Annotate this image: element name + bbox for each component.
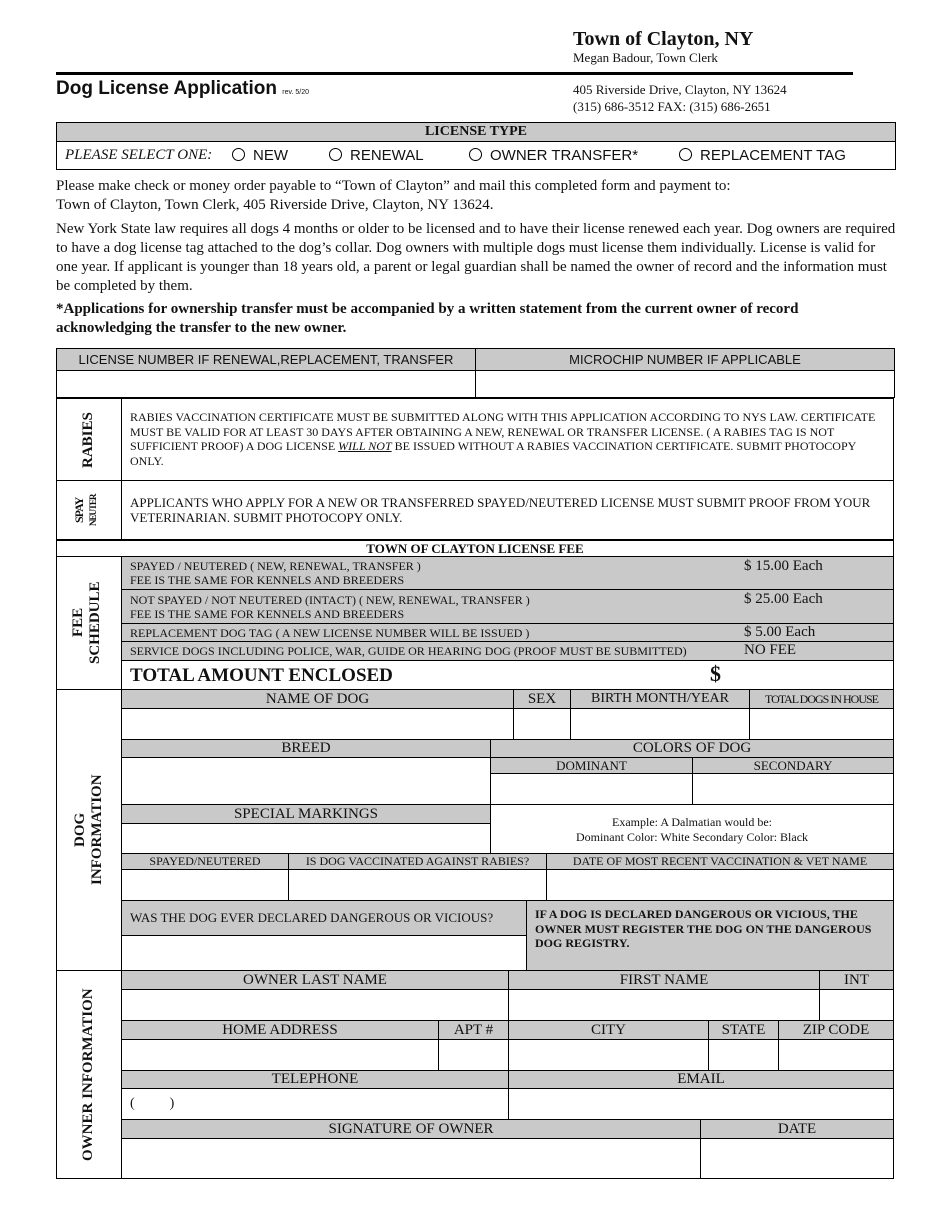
home-address-field[interactable] — [121, 1039, 439, 1071]
owner-last-label: OWNER LAST NAME — [121, 970, 509, 990]
dangerous-note: IF A DOG IS DECLARED DANGEROUS OR VICIOUS, THE OWNER MUST REGISTER THE DOG ON THE DANGEROUS DOG REGISTRY. — [526, 900, 894, 971]
total-dogs-label: TOTAL DOGS IN HOUSE — [749, 689, 894, 709]
dangerous-field[interactable] — [121, 935, 527, 971]
total-dollar: $ — [710, 661, 721, 686]
rabies-text-a: RABIES VACCINATION CERTIFICATE MUST BE SUBMITTED ALONG WITH THIS APPLICATION ACCORDING TO NYS LAW. CERTIFICATE MUST BE VALID FOR AT LEAST 30 DAYS AFTER OBTAINING A NEW, RENEWAL OR TRANSFER LICENSE. ( A RABIES TAG IS NOT SUFFICIENT PROOF) A DOG LICENSE — [130, 410, 876, 453]
email-field[interactable] — [508, 1088, 894, 1120]
spayed-field[interactable] — [121, 869, 289, 901]
telephone-field[interactable]: ( ) — [121, 1088, 509, 1120]
dog-label-2: INFORMATION — [89, 774, 105, 886]
fee-row-2-price: $ 25.00 Each — [744, 591, 823, 607]
breed-field[interactable] — [121, 757, 491, 805]
owner-last-field[interactable] — [121, 989, 509, 1021]
spayed-label: SPAYED/NEUTERED — [121, 853, 289, 870]
signature-field[interactable] — [121, 1138, 701, 1179]
email-label: EMAIL — [508, 1070, 894, 1089]
dangerous-question: WAS THE DOG EVER DECLARED DANGEROUS OR VICIOUS? — [121, 900, 527, 936]
license-type-prompt: PLEASE SELECT ONE: — [65, 147, 213, 163]
fee-row-4-text: SERVICE DOGS INCLUDING POLICE, WAR, GUIDE OR HEARING DOG (PROOF MUST BE SUBMITTED) — [130, 644, 687, 658]
fee-row-1-line1: SPAYED / NEUTERED ( NEW, RENEWAL, TRANSFER ) — [130, 559, 421, 573]
example-line-1: Example: A Dalmatian would be: — [612, 815, 772, 829]
option-renewal-label: RENEWAL — [350, 147, 424, 164]
dog-label — [72, 740, 106, 920]
rabies-text-b: BE ISSUED WITHOUT A RABIES VACCINATION CERTIFICATE. SUBMIT PHOTOCOPY ONLY. — [130, 439, 856, 468]
city-field[interactable] — [508, 1039, 709, 1071]
payment-line-1: Please make check or money order payable to “Town of Clayton” and mail this completed form and payment to: — [56, 178, 731, 194]
dog-sex-label: SEX — [513, 689, 571, 709]
zip-field[interactable] — [778, 1039, 894, 1071]
total-dogs-field[interactable] — [749, 708, 894, 740]
dominant-field[interactable] — [490, 773, 693, 805]
colors-label: COLORS OF DOG — [490, 739, 894, 758]
total-label: TOTAL AMOUNT ENCLOSED — [130, 665, 393, 686]
telephone-label: TELEPHONE — [121, 1070, 509, 1089]
fee-row-1-line2: FEE IS THE SAME FOR KENNELS AND BREEDERS — [130, 573, 405, 587]
spay-text: APPLICANTS WHO APPLY FOR A NEW OR TRANSFERRED SPAYED/NEUTERED LICENSE MUST SUBMIT PROOF FROM YOUR VETERINARIAN. SUBMIT PHOTOCOPY ONLY. — [130, 495, 871, 525]
option-owner-transfer[interactable] — [469, 147, 638, 164]
fee-row-4-price: NO FEE — [744, 642, 797, 658]
dog-birth-field[interactable] — [570, 708, 750, 740]
option-owner-transfer-label: OWNER TRANSFER* — [490, 147, 639, 164]
clerk-phone: (315) 686-3512 FAX: (315) 686-2651 — [573, 99, 771, 114]
microchip-label: MICROCHIP NUMBER IF APPLICABLE — [475, 348, 895, 371]
dog-name-field[interactable] — [121, 708, 514, 740]
owner-int-label: INT — [819, 970, 894, 990]
fee-label — [70, 570, 104, 675]
license-number-label: LICENSE NUMBER IF RENEWAL,REPLACEMENT, TRANSFER — [56, 348, 476, 371]
header-rule — [56, 72, 853, 75]
state-label: STATE — [708, 1020, 779, 1040]
license-number-field[interactable] — [56, 370, 476, 398]
city-label: CITY — [508, 1020, 709, 1040]
total-amount-field[interactable] — [735, 662, 885, 688]
rabies-label: RABIES — [80, 412, 96, 468]
dog-birth-label: BIRTH MONTH/YEAR — [570, 689, 750, 709]
town-clerk: Megan Badour, Town Clerk — [573, 50, 718, 65]
apt-field[interactable] — [438, 1039, 509, 1071]
dog-sex-field[interactable] — [513, 708, 571, 740]
form-title-text: Dog License Application — [56, 78, 277, 99]
license-type-heading: LICENSE TYPE — [57, 123, 895, 142]
owner-label: OWNER INFORMATION — [80, 988, 96, 1162]
form-title — [56, 78, 309, 100]
radio-circle-icon[interactable] — [329, 148, 342, 161]
owner-int-field[interactable] — [819, 989, 894, 1021]
option-new-label: NEW — [253, 147, 288, 164]
signature-label: SIGNATURE OF OWNER — [121, 1119, 701, 1139]
option-replacement-tag[interactable] — [679, 147, 846, 164]
fee-label-1: FEE — [70, 607, 86, 638]
fee-heading: TOWN OF CLAYTON LICENSE FEE — [56, 540, 894, 557]
secondary-field[interactable] — [692, 773, 894, 805]
license-type-box — [56, 122, 896, 170]
option-renewal[interactable] — [329, 147, 424, 164]
date-field[interactable] — [700, 1138, 894, 1179]
radio-circle-icon[interactable] — [679, 148, 692, 161]
rabies-text — [130, 410, 886, 468]
transfer-note: *Applications for ownership transfer must be accompanied by a written statement from the current owner of record acknowledging the transfer to the new owner. — [56, 301, 799, 336]
markings-field[interactable] — [121, 823, 491, 854]
fee-row-2-text — [130, 593, 530, 621]
home-address-label: HOME ADDRESS — [121, 1020, 439, 1040]
rabies-will-not: WILL NOT — [338, 439, 392, 453]
state-field[interactable] — [708, 1039, 779, 1071]
example-line-2: Dominant Color: White Secondary Color: Black — [575, 830, 809, 844]
vaccinated-label: IS DOG VACCINATED AGAINST RABIES? — [288, 853, 547, 870]
payment-instructions — [56, 177, 896, 215]
town-name: Town of Clayton, NY — [573, 28, 754, 50]
fee-row-1-price: $ 15.00 Each — [744, 558, 823, 574]
vaccination-date-label: DATE OF MOST RECENT VACCINATION & VET NAME — [546, 853, 894, 870]
owner-first-field[interactable] — [508, 989, 820, 1021]
dog-name-label: NAME OF DOG — [121, 689, 514, 709]
payment-line-2: Town of Clayton, Town Clerk, 405 Riverside Drive, Clayton, NY 13624. — [56, 197, 494, 213]
fee-row-3-price: $ 5.00 Each — [744, 624, 816, 640]
fee-label-2: SCHEDULE — [87, 581, 103, 664]
radio-circle-icon[interactable] — [232, 148, 245, 161]
clerk-address: 405 Riverside Drive, Clayton, NY 13624 — [573, 82, 787, 97]
fee-row-3-text: REPLACEMENT DOG TAG ( A NEW LICENSE NUMBER WILL BE ISSUED ) — [130, 626, 530, 640]
date-label: DATE — [700, 1119, 894, 1139]
spay-label — [72, 488, 100, 532]
markings-label: SPECIAL MARKINGS — [121, 804, 491, 824]
owner-first-label: FIRST NAME — [508, 970, 820, 990]
vaccinated-field[interactable] — [288, 869, 547, 901]
color-example — [490, 804, 894, 854]
breed-label: BREED — [121, 739, 491, 758]
option-new[interactable] — [232, 147, 288, 164]
revision-label: rev. 5/20 — [282, 89, 309, 96]
microchip-field[interactable] — [475, 370, 895, 398]
radio-circle-icon[interactable] — [469, 148, 482, 161]
apt-label: APT # — [438, 1020, 509, 1040]
dominant-label: DOMINANT — [490, 757, 693, 774]
fee-row-1-text — [130, 559, 421, 587]
secondary-label: SECONDARY — [692, 757, 894, 774]
spay-label-1: SPAY — [72, 497, 86, 523]
law-paragraph: New York State law requires all dogs 4 months or older to be licensed and to have their license renewed each year. Dog owners are required to have a dog license tag attached to the dog’s collar. Dog owners with multiple dogs must license them individually. License is valid for one year. If applicant is younger than 18 years old, a parent or legal guardian shall be named the owner of record and the information must be completed by them. — [56, 221, 896, 294]
option-replacement-tag-label: REPLACEMENT TAG — [700, 147, 846, 164]
fee-row-2-line1: NOT SPAYED / NOT NEUTERED (INTACT) ( NEW, RENEWAL, TRANSFER ) — [130, 593, 530, 607]
zip-label: ZIP CODE — [778, 1020, 894, 1040]
dog-label-1: DOG — [72, 812, 88, 848]
spay-label-2: NEUTER — [88, 494, 98, 526]
vaccination-date-field[interactable] — [546, 869, 894, 901]
fee-row-2-line2: FEE IS THE SAME FOR KENNELS AND BREEDERS — [130, 607, 405, 621]
